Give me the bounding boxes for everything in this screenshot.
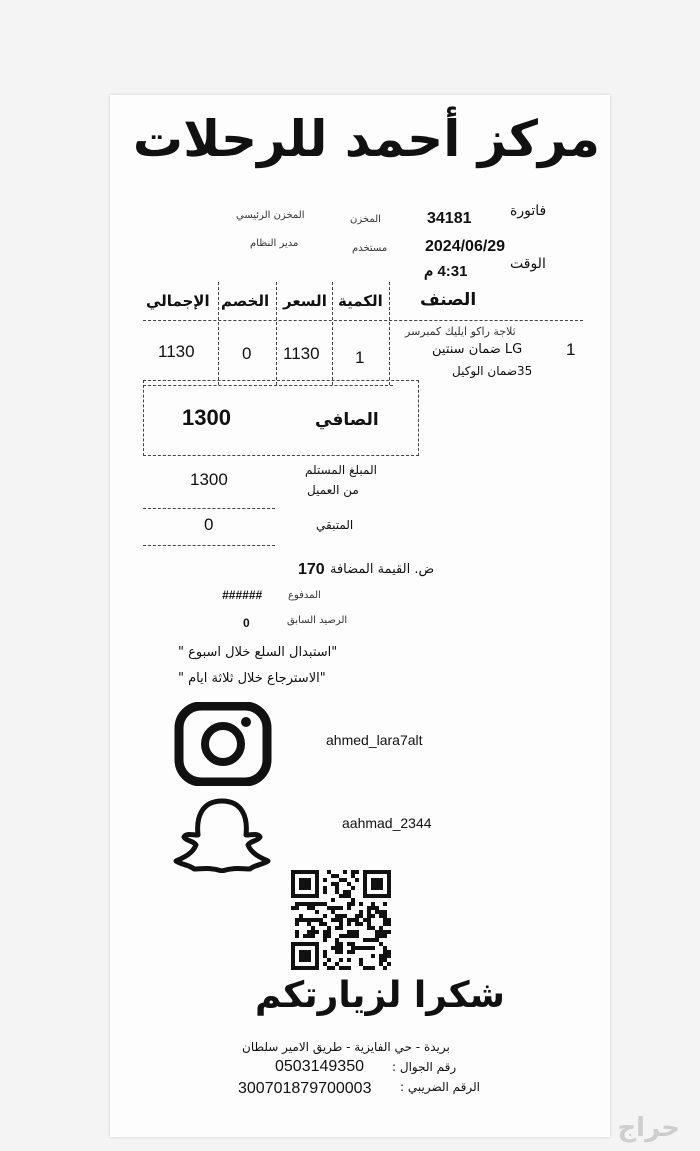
tax-label: الرقم الضريبي : <box>400 1080 480 1094</box>
col-item: الصنف <box>420 290 477 310</box>
user-label: مستخدم <box>352 243 388 254</box>
divider <box>143 545 275 546</box>
instagram-handle: ahmed_lara7alt <box>326 732 423 748</box>
item-total: 1130 <box>158 342 195 361</box>
col-discount: الخصم <box>221 292 270 310</box>
time-label: الوقت <box>510 256 546 272</box>
remaining-value: 0 <box>204 515 214 534</box>
col-qty: الكمية <box>338 292 383 310</box>
column-divider <box>389 282 390 385</box>
user-value: مدير النظام <box>250 238 299 249</box>
invoice-date: 2024/06/29 <box>425 238 506 255</box>
received-label-2: من العميل <box>307 483 359 497</box>
item-discount: 0 <box>242 344 252 363</box>
item-price: 1130 <box>283 344 320 363</box>
column-divider <box>218 282 219 385</box>
invoice-time: 4:31 م <box>424 263 468 280</box>
snapchat-handle: aahmad_2344 <box>342 815 432 831</box>
item-name-2: LG ضمان سنتين <box>432 342 523 357</box>
snapchat-icon <box>172 795 272 873</box>
table-divider <box>143 320 583 321</box>
store-name: مركز أحمد للرحلات <box>132 110 600 168</box>
thanks-message: شكرا لزيارتكم <box>255 975 505 1016</box>
mobile-label: رقم الجوال : <box>392 1060 457 1074</box>
received-label: المبلغ المستلم <box>305 463 377 477</box>
warehouse-value: المخزن الرئيسي <box>236 210 305 221</box>
divider <box>143 508 275 509</box>
policy-exchange: "استبدال السلع خلال اسبوع " <box>178 645 338 660</box>
item-qty: 1 <box>355 348 365 367</box>
qr-code[interactable] <box>282 870 400 970</box>
column-divider <box>332 282 333 385</box>
invoice-label: فاتورة <box>510 203 547 219</box>
item-name-1: ثلاجة راكو ايليك كمبرسر <box>405 325 516 338</box>
mobile-number: 0503149350 <box>275 1058 364 1075</box>
paid-value: ###### <box>222 588 263 602</box>
address: بريدة - حي الفايزية - طريق الامير سلطان <box>242 1040 450 1054</box>
received-value: 1300 <box>190 470 228 489</box>
col-price: السعر <box>283 292 327 310</box>
vat-label: ض. القيمة المضافة <box>330 562 435 577</box>
instagram-icon <box>173 702 273 786</box>
warehouse-label: المخزن <box>350 214 381 225</box>
prev-balance-value: 0 <box>243 616 250 630</box>
item-index: 1 <box>566 340 576 359</box>
invoice-number: 34181 <box>427 210 472 227</box>
watermark-logo: حراج <box>617 1113 680 1143</box>
net-label: الصافي <box>315 410 379 430</box>
paid-label: المدفوع <box>288 590 321 601</box>
column-divider <box>276 282 277 385</box>
policy-return: "الاسترجاع خلال ثلاثة ايام " <box>178 671 326 686</box>
tax-number: 300701879700003 <box>238 1080 372 1097</box>
vat-value: 170 <box>298 561 325 578</box>
item-name-3: 35ضمان الوكيل <box>452 364 533 378</box>
remaining-label: المتبقي <box>316 518 354 532</box>
net-value: 1300 <box>182 405 231 430</box>
col-total: الإجمالي <box>146 292 210 310</box>
prev-balance-label: الرصيد السابق <box>287 615 348 626</box>
